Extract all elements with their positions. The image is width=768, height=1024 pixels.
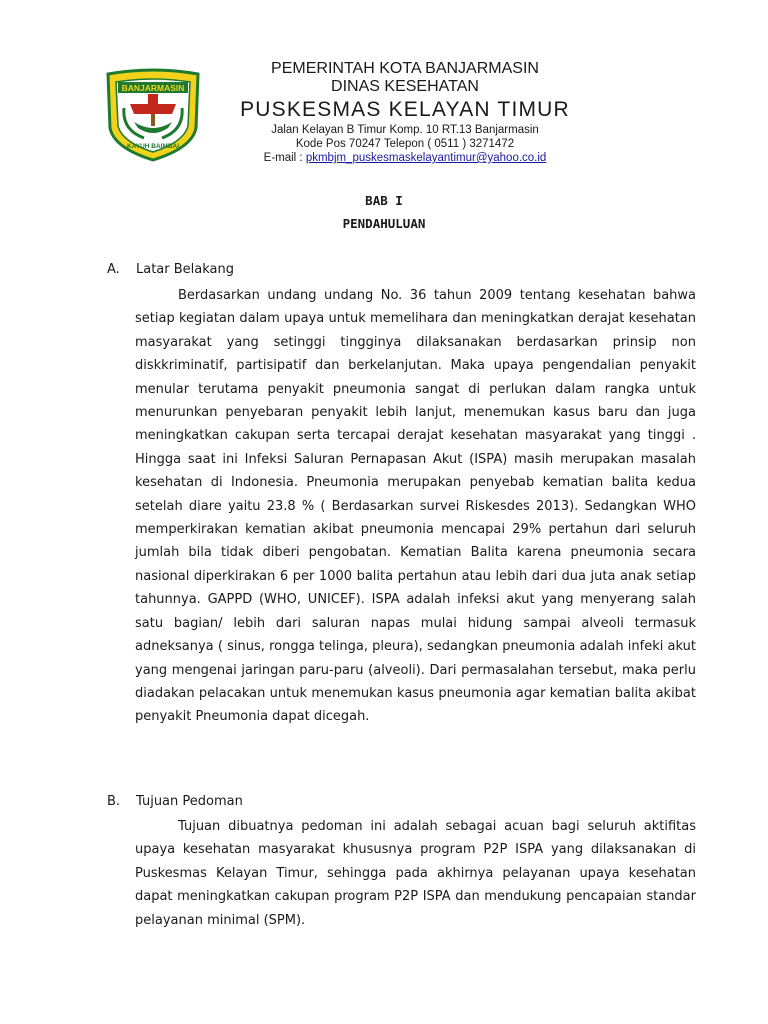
postal-phone-line: Kode Pos 70247 Telepon ( 0511 ) 3271472 <box>295 138 515 150</box>
letterhead <box>210 60 600 165</box>
banjarmasin-city-emblem-icon <box>104 68 202 162</box>
section-marker-b: B. <box>107 794 121 809</box>
logo-text-top: BANJARMASIN <box>121 83 185 93</box>
email-label: E-mail : <box>263 152 306 164</box>
section-paragraph-b: Tujuan dibuatnya pedoman ini adalah sebagai acuan bagi seluruh aktifitas upaya kesehatan masyarakat khususnya program P2P ISPA yang dilaksanakan di Puskesmas Kelayan Timur, sehingga pada akhirnya pelayanan upaya kesehatan dapat meningkatkan cakupan program P2P ISPA dan mendukung pencapaian standar pelayanan minimal (SPM). <box>135 819 696 928</box>
email-link[interactable]: pkmbjm_puskesmaskelayantimur@yahoo.co.id <box>305 152 547 164</box>
section-title-b: Tujuan Pedoman <box>136 794 243 809</box>
department-name: DINAS KESEHATAN <box>331 78 479 95</box>
section-heading-a <box>107 262 234 277</box>
section-heading-b <box>107 794 243 809</box>
email-line <box>210 151 600 165</box>
section-paragraph-a: Berdasarkan undang undang No. 36 tahun 2009 tentang kesehatan bahwa setiap kegiatan dalam upaya untuk memelihara dan meningkatkan derajat kesehatan masyarakat yang setinggi tingginya dilaksanakan berdasarkan prinsip non diskkriminatif, partisipatif dan berkelanjutan. Maka upaya pengendalian penyakit menular terutama penyakit pneumonia sangat di perlukan dalam rangka untuk menurunkan penyebaran penyakit lebih lanjut, menemukan kasus baru dan juga meningkatkan cakupan serta tercapai derajat kesehatan masyarakat yang tinggi . Hingga saat ini Infeksi Saluran Pernapasan Akut (ISPA) masih merupakan masalah kesehatan di Indonesia. Pneumonia merupakan penyebab kematian balita kedua setelah diare yaitu 23.8 % ( Berdasarkan survei Riskesdes 2013). Sedangkan WHO memperkirakan kematian akibat pneumonia mencapai 29% pertahun dari seluruh jumlah bila tidak diberi pengobatan. Kematian Balita karena pneumonia secara nasional diperkirakan 6 per 1000 balita pertahun atau lebih dari dua juta anak setiap tahunnya. GAPPD (WHO, UNICEF). ISPA adalah infeksi akut yang menyerang salah satu bagian/ lebih dari saluran napas mulai hidung sampai alveoli termasuk adneksanya ( sinus, rongga telinga, pleura), sedangkan pneumonia adalah infeki akut yang mengenai jaringan paru-paru (alveoli). Dari permasalahan tersebut, maka perlu diadakan pelacakan untuk menemukan kasus pneumonia agar kematian balita akibat penyakit Pneumonia dapat dicegah. <box>135 288 696 725</box>
institution-title: PUSKESMAS KELAYAN TIMUR <box>240 98 570 121</box>
government-name: PEMERINTAH KOTA BANJARMASIN <box>271 60 539 77</box>
chapter-title: PENDAHULUAN <box>342 216 426 231</box>
chapter-number: BAB I <box>365 193 403 208</box>
address-line: Jalan Kelayan B Timur Komp. 10 RT.13 Banjarmasin <box>271 124 539 136</box>
section-title-a: Latar Belakang <box>136 262 235 277</box>
section-marker-a: A. <box>107 262 120 277</box>
logo-text-bottom: KAYUH BAIMBAI <box>126 143 180 150</box>
